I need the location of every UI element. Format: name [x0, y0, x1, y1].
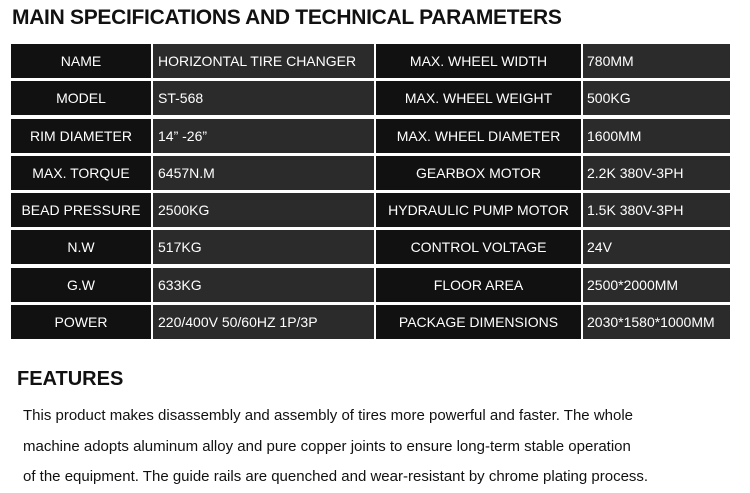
spec-label: G.W	[11, 268, 151, 302]
spec-label: PACKAGE DIMENSIONS	[376, 305, 581, 339]
spec-row	[11, 81, 730, 115]
spec-row	[11, 230, 730, 264]
spec-label: MAX. TORQUE	[11, 156, 151, 190]
spec-row	[11, 193, 730, 227]
spec-row	[11, 268, 730, 302]
spec-value: ST-568	[153, 81, 374, 115]
page-title: MAIN SPECIFICATIONS AND TECHNICAL PARAMETERS	[12, 6, 562, 29]
spec-value: 1.5K 380V-3PH	[583, 193, 730, 227]
features-heading: FEATURES	[17, 368, 124, 390]
spec-value: HORIZONTAL TIRE CHANGER	[153, 44, 374, 78]
spec-value: 517KG	[153, 230, 374, 264]
spec-label: MAX. WHEEL WEIGHT	[376, 81, 581, 115]
spec-label: GEARBOX MOTOR	[376, 156, 581, 190]
spec-label: MAX. WHEEL DIAMETER	[376, 119, 581, 153]
spec-label: NAME	[11, 44, 151, 78]
spec-row	[11, 305, 730, 339]
specifications-table	[11, 44, 730, 342]
spec-value: 2030*1580*1000MM	[583, 305, 730, 339]
spec-label: N.W	[11, 230, 151, 264]
spec-label: HYDRAULIC PUMP MOTOR	[376, 193, 581, 227]
spec-row	[11, 156, 730, 190]
spec-value: 1600MM	[583, 119, 730, 153]
spec-value: 2.2K 380V-3PH	[583, 156, 730, 190]
spec-value: 633KG	[153, 268, 374, 302]
spec-row	[11, 119, 730, 153]
spec-row	[11, 44, 730, 78]
spec-value: 2500*2000MM	[583, 268, 730, 302]
features-line: of the equipment. The guide rails are quenched and wear-resistant by chrome plating process.	[23, 468, 649, 485]
spec-value: 220/400V 50/60HZ 1P/3P	[153, 305, 374, 339]
spec-value: 500KG	[583, 81, 730, 115]
spec-label: MODEL	[11, 81, 151, 115]
spec-label: FLOOR AREA	[376, 268, 581, 302]
spec-label: CONTROL VOLTAGE	[376, 230, 581, 264]
spec-label: MAX. WHEEL WIDTH	[376, 44, 581, 78]
features-paragraph	[23, 401, 723, 493]
spec-value: 24V	[583, 230, 730, 264]
spec-value: 2500KG	[153, 193, 374, 227]
features-line: machine adopts aluminum alloy and pure copper joints to ensure long-term stable operation	[23, 437, 631, 455]
spec-value: 14” -26”	[153, 119, 374, 153]
spec-value: 6457N.M	[153, 156, 374, 190]
spec-label: POWER	[11, 305, 151, 339]
spec-value: 780MM	[583, 44, 730, 78]
spec-label: BEAD PRESSURE	[11, 193, 151, 227]
features-line: This product makes disassembly and assembly of tires more powerful and faster. The whole	[23, 407, 634, 424]
spec-label: RIM DIAMETER	[11, 119, 151, 153]
